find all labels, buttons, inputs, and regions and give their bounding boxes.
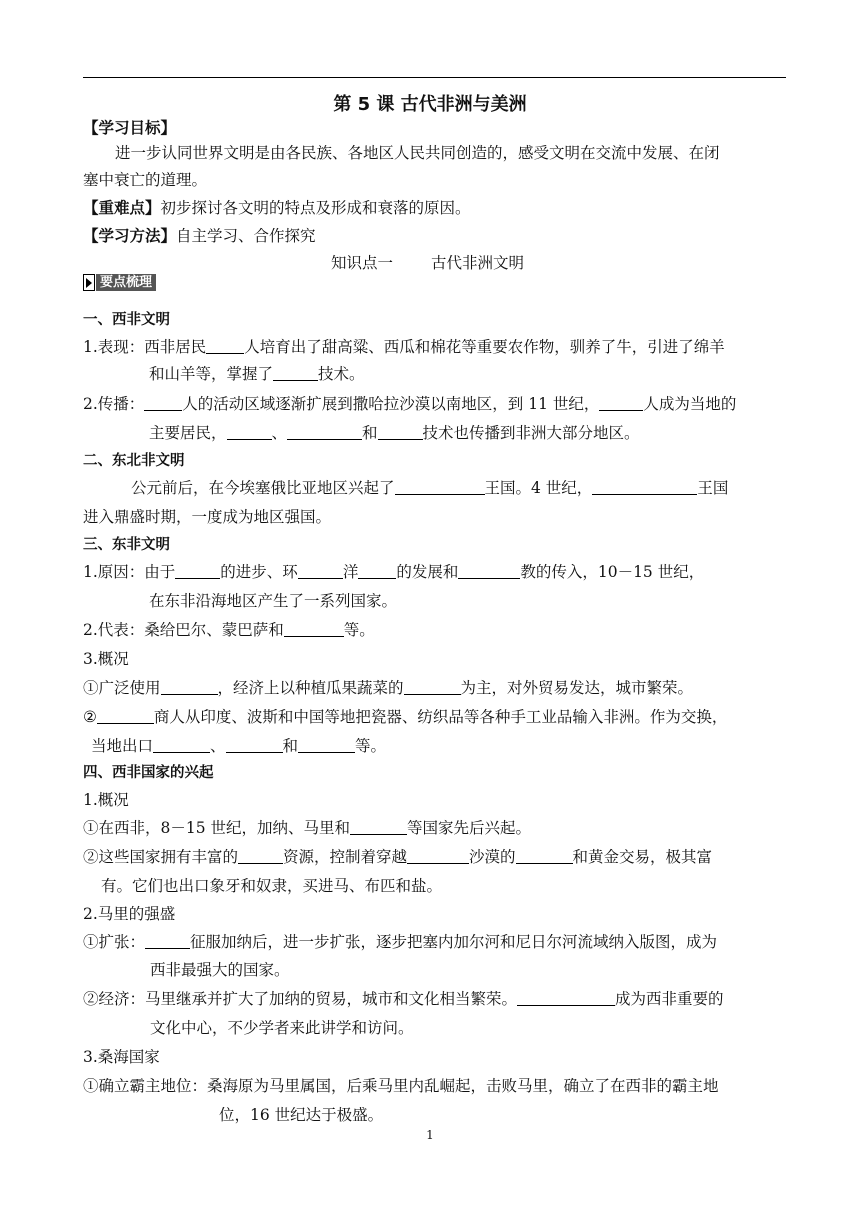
blank[interactable] [516,847,573,864]
badge-label: 要点梳理 [96,274,156,291]
blank[interactable] [161,678,218,695]
fill-line: 西非最强大的国家。 [150,961,290,979]
fill-line: 公元前后，在今埃塞俄比亚地区兴起了 王国。4 世纪， 王国 [131,479,729,497]
blank[interactable] [298,736,355,753]
section-heading-northeast-africa: 二、东北非文明 [83,453,185,469]
study-method: 【学习方法】自主学习、合作探究 [83,226,316,245]
blank[interactable] [153,736,210,753]
blank[interactable] [298,562,343,579]
subheading: 1.概况 [83,791,129,809]
blank[interactable] [287,423,362,440]
fill-line: 2.传播： 人的活动区域逐渐扩展到撒哈拉沙漠以南地区，到 11 世纪， 人成为当地的 [83,395,737,413]
fill-line: 有。它们也出口象牙和奴隶，买进马、布匹和盐。 [101,877,443,895]
blank[interactable] [144,394,182,411]
blank[interactable] [378,423,423,440]
blank[interactable] [404,678,461,695]
knowledge-point-label: 知识点一 古代非洲文明 [331,254,525,272]
blank[interactable] [273,364,318,381]
blank[interactable] [395,478,485,495]
fill-line: 主要居民， 、 和 技术也传播到非洲大部分地区。 [149,424,640,442]
fill-line: 1.表现：西非居民 人培育出了甜高粱、西瓜和棉花等重要农作物，驯养了牛，引进了绵羊 [83,338,725,356]
fill-line: 位，16 世纪达于极盛。 [219,1106,384,1124]
fill-line: ①广泛使用 ，经济上以种植瓜果蔬菜的 为主，对外贸易发达，城市繁荣。 [83,679,694,697]
fill-line: 2.代表：桑给巴尔、蒙巴萨和 等。 [83,621,375,639]
objectives-text-cont: 塞中衰亡的道理。 [83,171,208,189]
section-heading-east-africa: 三、东非文明 [83,537,170,553]
blank[interactable] [227,423,272,440]
fill-line: ②经济：马里继承并扩大了加纳的贸易，城市和文化相当繁荣。 成为西非重要的 [83,990,724,1008]
fill-line: 和山羊等，掌握了 技术。 [149,365,365,383]
key-points-badge [83,273,161,292]
header-rule [83,77,786,78]
section-heading-west-african-states: 四、西非国家的兴起 [83,765,214,781]
blank[interactable] [599,394,643,411]
subheading: 3.桑海国家 [83,1048,160,1066]
objectives-text: 进一步认同世界文明是由各民族、各地区人民共同创造的，感受文明在交流中发展、在闭 [115,144,720,162]
subheading: 2.马里的强盛 [83,905,176,923]
blank[interactable] [284,620,344,637]
blank[interactable] [175,562,220,579]
blank[interactable] [97,707,154,724]
subheading: 3.概况 [83,650,129,668]
key-points: 【重难点】初步探讨各文明的特点及形成和衰落的原因。 [83,198,471,217]
blank[interactable] [226,736,283,753]
fill-line: ①在西非，8－15 世纪，加纳、马里和 等国家先后兴起。 [83,819,532,837]
page-number: 1 [426,1128,434,1142]
blank[interactable] [238,847,283,864]
blank[interactable] [206,337,244,354]
blank[interactable] [592,478,697,495]
lesson-title: 第 5 课 古代非洲与美洲 [333,94,527,115]
blank[interactable] [407,847,469,864]
play-arrow-icon [83,274,95,291]
blank[interactable] [358,562,396,579]
blank[interactable] [517,989,615,1006]
fill-line: 1.原因：由于 的进步、环 洋 的发展和 教的传入，10－15 世纪， [83,563,705,581]
fill-line: 文化中心，不少学者来此讲学和访问。 [150,1019,414,1037]
fill-line: 在东非沿海地区产生了一系列国家。 [149,592,398,610]
fill-line: ② 商人从印度、波斯和中国等地把瓷器、纺织品等各种手工业品输入非洲。作为交换， [83,708,728,726]
objectives-heading: 【学习目标】 [83,118,177,137]
blank[interactable] [350,818,407,835]
blank[interactable] [458,562,520,579]
fill-line: 当地出口 、 和 等。 [91,737,387,755]
fill-line: ①扩张： 征服加纳后，进一步扩张，逐步把塞内加尔河和尼日尔河流域纳入版图，成为 [83,933,718,951]
fill-line: ①确立霸主地位：桑海原为马里属国，后乘马里内乱崛起，击败马里，确立了在西非的霸主地 [83,1077,719,1095]
blank[interactable] [145,932,190,949]
section-heading-west-africa: 一、西非文明 [83,312,170,328]
fill-line: 进入鼎盛时期，一度成为地区强国。 [83,508,332,526]
fill-line: ②这些国家拥有丰富的 资源，控制着穿越 沙漠的 和黄金交易，极其富 [83,848,713,866]
